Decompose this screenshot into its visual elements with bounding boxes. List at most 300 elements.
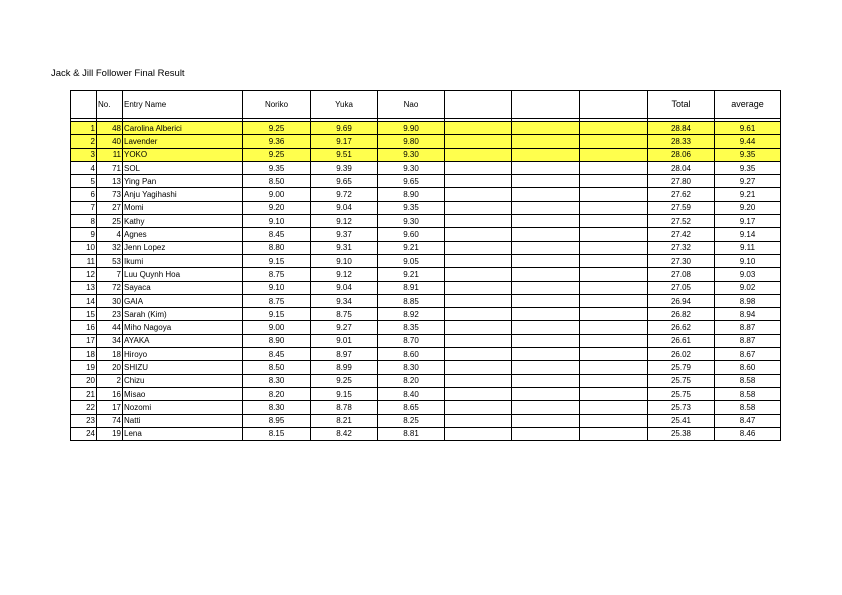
cell-entry-no: 2 — [97, 374, 123, 387]
cell-blank-1 — [445, 254, 512, 267]
cell-blank-3 — [580, 281, 648, 294]
cell-rank: 11 — [71, 254, 97, 267]
cell-entry-name: Carolina Alberici — [123, 122, 243, 135]
cell-blank-3 — [580, 321, 648, 334]
cell-score-yuka: 9.39 — [311, 161, 378, 174]
cell-score-yuka: 9.04 — [311, 281, 378, 294]
cell-blank-1 — [445, 281, 512, 294]
cell-score-yuka: 9.12 — [311, 215, 378, 228]
cell-blank-3 — [580, 161, 648, 174]
cell-blank-1 — [445, 148, 512, 161]
cell-score-noriko: 9.20 — [243, 201, 311, 214]
cell-average: 9.14 — [715, 228, 781, 241]
cell-score-noriko: 9.15 — [243, 308, 311, 321]
cell-blank-3 — [580, 215, 648, 228]
cell-entry-name: Nozomi — [123, 401, 243, 414]
cell-rank: 22 — [71, 401, 97, 414]
cell-blank-1 — [445, 294, 512, 307]
cell-blank-2 — [512, 361, 580, 374]
cell-score-yuka: 8.21 — [311, 414, 378, 427]
cell-score-nao: 9.65 — [378, 175, 445, 188]
cell-rank: 24 — [71, 427, 97, 440]
cell-score-yuka: 9.34 — [311, 294, 378, 307]
header-row — [71, 91, 781, 119]
cell-average: 8.58 — [715, 374, 781, 387]
cell-total: 26.82 — [648, 308, 715, 321]
cell-score-yuka: 9.17 — [311, 135, 378, 148]
cell-blank-2 — [512, 281, 580, 294]
cell-blank-1 — [445, 175, 512, 188]
cell-score-noriko: 9.00 — [243, 321, 311, 334]
cell-rank: 17 — [71, 334, 97, 347]
cell-entry-name: AYAKA — [123, 334, 243, 347]
cell-blank-3 — [580, 188, 648, 201]
cell-score-noriko: 8.20 — [243, 387, 311, 400]
cell-average: 9.61 — [715, 122, 781, 135]
cell-blank-1 — [445, 268, 512, 281]
cell-entry-no: 74 — [97, 414, 123, 427]
cell-blank-3 — [580, 334, 648, 347]
cell-entry-name: Kathy — [123, 215, 243, 228]
cell-blank-1 — [445, 361, 512, 374]
table-row — [71, 241, 781, 254]
cell-blank-2 — [512, 294, 580, 307]
table-row — [71, 387, 781, 400]
cell-total: 27.62 — [648, 188, 715, 201]
cell-blank-2 — [512, 374, 580, 387]
cell-rank: 13 — [71, 281, 97, 294]
header-average: average — [715, 91, 781, 119]
cell-score-noriko: 8.15 — [243, 427, 311, 440]
cell-blank-3 — [580, 427, 648, 440]
cell-entry-name: SOL — [123, 161, 243, 174]
cell-entry-no: 30 — [97, 294, 123, 307]
cell-blank-3 — [580, 268, 648, 281]
cell-rank: 19 — [71, 361, 97, 374]
cell-entry-no: 20 — [97, 361, 123, 374]
cell-total: 27.32 — [648, 241, 715, 254]
cell-blank-1 — [445, 241, 512, 254]
cell-score-nao: 8.20 — [378, 374, 445, 387]
cell-score-yuka: 9.69 — [311, 122, 378, 135]
cell-blank-1 — [445, 161, 512, 174]
cell-blank-2 — [512, 348, 580, 361]
cell-rank: 15 — [71, 308, 97, 321]
cell-rank: 2 — [71, 135, 97, 148]
cell-blank-3 — [580, 374, 648, 387]
cell-average: 9.35 — [715, 148, 781, 161]
cell-blank-2 — [512, 401, 580, 414]
cell-total: 27.05 — [648, 281, 715, 294]
cell-entry-name: Sayaca — [123, 281, 243, 294]
cell-average: 8.94 — [715, 308, 781, 321]
cell-blank-2 — [512, 268, 580, 281]
table-row — [71, 161, 781, 174]
cell-entry-name: Misao — [123, 387, 243, 400]
cell-rank: 20 — [71, 374, 97, 387]
cell-blank-2 — [512, 148, 580, 161]
cell-blank-3 — [580, 175, 648, 188]
table-row — [71, 294, 781, 307]
cell-score-nao: 8.81 — [378, 427, 445, 440]
cell-blank-1 — [445, 308, 512, 321]
cell-entry-no: 11 — [97, 148, 123, 161]
cell-average: 8.67 — [715, 348, 781, 361]
cell-entry-name: Miho Nagoya — [123, 321, 243, 334]
cell-average: 8.87 — [715, 321, 781, 334]
cell-blank-2 — [512, 427, 580, 440]
cell-score-yuka: 9.27 — [311, 321, 378, 334]
cell-entry-name: Jenn Lopez — [123, 241, 243, 254]
cell-entry-no: 48 — [97, 122, 123, 135]
cell-score-nao: 8.85 — [378, 294, 445, 307]
cell-score-nao: 8.25 — [378, 414, 445, 427]
cell-blank-1 — [445, 228, 512, 241]
cell-blank-3 — [580, 122, 648, 135]
cell-score-noriko: 9.25 — [243, 148, 311, 161]
table-row — [71, 175, 781, 188]
cell-blank-1 — [445, 201, 512, 214]
cell-blank-1 — [445, 374, 512, 387]
cell-score-yuka: 8.78 — [311, 401, 378, 414]
table-row — [71, 361, 781, 374]
table-row — [71, 122, 781, 135]
table-row — [71, 215, 781, 228]
table-row — [71, 254, 781, 267]
cell-entry-no: 27 — [97, 201, 123, 214]
cell-average: 9.21 — [715, 188, 781, 201]
cell-entry-no: 73 — [97, 188, 123, 201]
page-title: Jack & Jill Follower Final Result — [51, 68, 185, 79]
cell-total: 28.04 — [648, 161, 715, 174]
cell-total: 25.75 — [648, 387, 715, 400]
cell-blank-1 — [445, 387, 512, 400]
cell-blank-1 — [445, 135, 512, 148]
cell-entry-name: GAIA — [123, 294, 243, 307]
cell-blank-2 — [512, 387, 580, 400]
cell-average: 9.27 — [715, 175, 781, 188]
cell-score-nao: 8.30 — [378, 361, 445, 374]
cell-blank-2 — [512, 254, 580, 267]
cell-entry-name: Chizu — [123, 374, 243, 387]
header-judge-noriko: Noriko — [243, 91, 311, 119]
cell-entry-no: 4 — [97, 228, 123, 241]
cell-rank: 9 — [71, 228, 97, 241]
cell-rank: 12 — [71, 268, 97, 281]
cell-total: 26.02 — [648, 348, 715, 361]
cell-average: 9.44 — [715, 135, 781, 148]
cell-entry-name: Ikumi — [123, 254, 243, 267]
cell-entry-no: 23 — [97, 308, 123, 321]
cell-blank-3 — [580, 348, 648, 361]
cell-blank-3 — [580, 135, 648, 148]
cell-rank: 16 — [71, 321, 97, 334]
cell-entry-no: 44 — [97, 321, 123, 334]
cell-score-nao: 9.21 — [378, 268, 445, 281]
results-table — [70, 90, 781, 441]
cell-total: 27.08 — [648, 268, 715, 281]
cell-entry-no: 53 — [97, 254, 123, 267]
table-row — [71, 414, 781, 427]
table-row — [71, 188, 781, 201]
table-row — [71, 427, 781, 440]
cell-total: 28.33 — [648, 135, 715, 148]
cell-rank: 14 — [71, 294, 97, 307]
cell-blank-2 — [512, 321, 580, 334]
cell-score-noriko: 9.15 — [243, 254, 311, 267]
cell-score-yuka: 8.97 — [311, 348, 378, 361]
cell-score-nao: 9.30 — [378, 215, 445, 228]
cell-blank-1 — [445, 348, 512, 361]
cell-rank: 23 — [71, 414, 97, 427]
cell-total: 27.52 — [648, 215, 715, 228]
cell-blank-3 — [580, 294, 648, 307]
cell-rank: 7 — [71, 201, 97, 214]
cell-blank-2 — [512, 228, 580, 241]
cell-score-noriko: 8.90 — [243, 334, 311, 347]
cell-average: 8.58 — [715, 401, 781, 414]
cell-rank: 21 — [71, 387, 97, 400]
table-row — [71, 348, 781, 361]
cell-blank-3 — [580, 361, 648, 374]
cell-entry-name: Hiroyo — [123, 348, 243, 361]
cell-score-nao: 8.40 — [378, 387, 445, 400]
table-row — [71, 321, 781, 334]
cell-blank-2 — [512, 414, 580, 427]
cell-score-noriko: 9.25 — [243, 122, 311, 135]
cell-entry-name: Lavender — [123, 135, 243, 148]
cell-entry-name: SHIZU — [123, 361, 243, 374]
cell-score-nao: 9.05 — [378, 254, 445, 267]
cell-entry-no: 13 — [97, 175, 123, 188]
cell-score-nao: 9.21 — [378, 241, 445, 254]
cell-score-yuka: 9.10 — [311, 254, 378, 267]
cell-rank: 3 — [71, 148, 97, 161]
cell-entry-name: Momi — [123, 201, 243, 214]
cell-blank-2 — [512, 334, 580, 347]
cell-blank-2 — [512, 135, 580, 148]
cell-blank-2 — [512, 241, 580, 254]
cell-rank: 6 — [71, 188, 97, 201]
cell-blank-1 — [445, 427, 512, 440]
cell-score-nao: 9.90 — [378, 122, 445, 135]
cell-blank-2 — [512, 122, 580, 135]
cell-score-nao: 9.60 — [378, 228, 445, 241]
header-total: Total — [648, 91, 715, 119]
table-row — [71, 374, 781, 387]
cell-average: 9.20 — [715, 201, 781, 214]
cell-average: 9.03 — [715, 268, 781, 281]
cell-score-nao: 9.30 — [378, 148, 445, 161]
cell-total: 26.62 — [648, 321, 715, 334]
cell-entry-no: 32 — [97, 241, 123, 254]
cell-total: 28.06 — [648, 148, 715, 161]
cell-blank-2 — [512, 161, 580, 174]
cell-score-nao: 8.91 — [378, 281, 445, 294]
cell-score-nao: 8.92 — [378, 308, 445, 321]
header-blank-1 — [445, 91, 512, 119]
cell-score-noriko: 8.75 — [243, 268, 311, 281]
cell-blank-2 — [512, 215, 580, 228]
cell-blank-1 — [445, 122, 512, 135]
cell-average: 8.87 — [715, 334, 781, 347]
cell-rank: 18 — [71, 348, 97, 361]
cell-blank-1 — [445, 334, 512, 347]
cell-entry-name: Anju Yagihashi — [123, 188, 243, 201]
cell-blank-3 — [580, 387, 648, 400]
results-body — [71, 122, 781, 441]
cell-score-yuka: 9.15 — [311, 387, 378, 400]
cell-score-nao: 8.35 — [378, 321, 445, 334]
cell-blank-2 — [512, 201, 580, 214]
cell-blank-3 — [580, 201, 648, 214]
cell-score-yuka: 9.01 — [311, 334, 378, 347]
table-row — [71, 201, 781, 214]
cell-score-noriko: 9.10 — [243, 215, 311, 228]
cell-entry-no: 19 — [97, 427, 123, 440]
table-row — [71, 228, 781, 241]
cell-entry-name: Sarah (Kim) — [123, 308, 243, 321]
cell-total: 25.75 — [648, 374, 715, 387]
cell-score-noriko: 8.50 — [243, 361, 311, 374]
cell-blank-1 — [445, 188, 512, 201]
table-row — [71, 334, 781, 347]
cell-score-nao: 8.70 — [378, 334, 445, 347]
cell-entry-name: Luu Quynh Hoa — [123, 268, 243, 281]
cell-total: 27.59 — [648, 201, 715, 214]
cell-blank-1 — [445, 401, 512, 414]
cell-score-nao: 9.35 — [378, 201, 445, 214]
cell-score-noriko: 8.45 — [243, 348, 311, 361]
cell-entry-no: 72 — [97, 281, 123, 294]
table-row — [71, 148, 781, 161]
cell-total: 27.80 — [648, 175, 715, 188]
header-entry-name: Entry Name — [123, 91, 243, 119]
cell-score-nao: 8.60 — [378, 348, 445, 361]
cell-rank: 1 — [71, 122, 97, 135]
header-rank — [71, 91, 97, 119]
cell-entry-name: Agnes — [123, 228, 243, 241]
cell-total: 26.61 — [648, 334, 715, 347]
cell-average: 8.98 — [715, 294, 781, 307]
header-blank-2 — [512, 91, 580, 119]
cell-average: 9.11 — [715, 241, 781, 254]
cell-rank: 10 — [71, 241, 97, 254]
cell-entry-name: Ying Pan — [123, 175, 243, 188]
cell-score-nao: 8.65 — [378, 401, 445, 414]
cell-score-noriko: 8.45 — [243, 228, 311, 241]
cell-score-noriko: 8.30 — [243, 374, 311, 387]
cell-score-yuka: 9.51 — [311, 148, 378, 161]
cell-score-yuka: 9.25 — [311, 374, 378, 387]
cell-score-noriko: 8.50 — [243, 175, 311, 188]
cell-average: 8.60 — [715, 361, 781, 374]
cell-score-yuka: 8.75 — [311, 308, 378, 321]
cell-total: 25.73 — [648, 401, 715, 414]
cell-average: 9.02 — [715, 281, 781, 294]
cell-total: 26.94 — [648, 294, 715, 307]
table-row — [71, 308, 781, 321]
header-judge-yuka: Yuka — [311, 91, 378, 119]
cell-score-yuka: 8.42 — [311, 427, 378, 440]
cell-total: 28.84 — [648, 122, 715, 135]
cell-blank-2 — [512, 188, 580, 201]
cell-blank-3 — [580, 228, 648, 241]
cell-total: 25.41 — [648, 414, 715, 427]
cell-total: 27.42 — [648, 228, 715, 241]
cell-score-noriko: 8.95 — [243, 414, 311, 427]
cell-average: 8.58 — [715, 387, 781, 400]
cell-average: 8.47 — [715, 414, 781, 427]
cell-average: 9.35 — [715, 161, 781, 174]
cell-score-yuka: 9.37 — [311, 228, 378, 241]
cell-total: 27.30 — [648, 254, 715, 267]
table-row — [71, 401, 781, 414]
cell-score-yuka: 9.12 — [311, 268, 378, 281]
cell-entry-name: Lena — [123, 427, 243, 440]
cell-entry-no: 7 — [97, 268, 123, 281]
cell-rank: 4 — [71, 161, 97, 174]
cell-total: 25.79 — [648, 361, 715, 374]
cell-entry-no: 71 — [97, 161, 123, 174]
table-row — [71, 268, 781, 281]
cell-rank: 8 — [71, 215, 97, 228]
cell-blank-1 — [445, 414, 512, 427]
cell-score-yuka: 9.31 — [311, 241, 378, 254]
cell-entry-no: 25 — [97, 215, 123, 228]
header-no: No. — [97, 91, 123, 119]
cell-entry-no: 40 — [97, 135, 123, 148]
cell-score-noriko: 9.10 — [243, 281, 311, 294]
header-blank-3 — [580, 91, 648, 119]
cell-score-yuka: 8.99 — [311, 361, 378, 374]
cell-total: 25.38 — [648, 427, 715, 440]
cell-blank-2 — [512, 175, 580, 188]
cell-blank-1 — [445, 321, 512, 334]
cell-entry-no: 17 — [97, 401, 123, 414]
cell-average: 9.17 — [715, 215, 781, 228]
cell-score-nao: 9.80 — [378, 135, 445, 148]
table-row — [71, 135, 781, 148]
cell-entry-name: YOKO — [123, 148, 243, 161]
cell-score-yuka: 9.65 — [311, 175, 378, 188]
cell-rank: 5 — [71, 175, 97, 188]
cell-entry-name: Natti — [123, 414, 243, 427]
cell-score-yuka: 9.04 — [311, 201, 378, 214]
cell-entry-no: 18 — [97, 348, 123, 361]
cell-blank-1 — [445, 215, 512, 228]
cell-blank-3 — [580, 401, 648, 414]
cell-blank-3 — [580, 241, 648, 254]
cell-score-yuka: 9.72 — [311, 188, 378, 201]
cell-score-noriko: 8.30 — [243, 401, 311, 414]
cell-score-noriko: 9.35 — [243, 161, 311, 174]
cell-blank-3 — [580, 148, 648, 161]
cell-score-noriko: 9.00 — [243, 188, 311, 201]
cell-blank-3 — [580, 308, 648, 321]
cell-blank-3 — [580, 254, 648, 267]
cell-blank-2 — [512, 308, 580, 321]
cell-average: 9.10 — [715, 254, 781, 267]
cell-average: 8.46 — [715, 427, 781, 440]
cell-entry-no: 16 — [97, 387, 123, 400]
cell-score-nao: 9.30 — [378, 161, 445, 174]
cell-entry-no: 34 — [97, 334, 123, 347]
cell-score-noriko: 8.80 — [243, 241, 311, 254]
cell-score-noriko: 9.36 — [243, 135, 311, 148]
cell-blank-3 — [580, 414, 648, 427]
table-row — [71, 281, 781, 294]
